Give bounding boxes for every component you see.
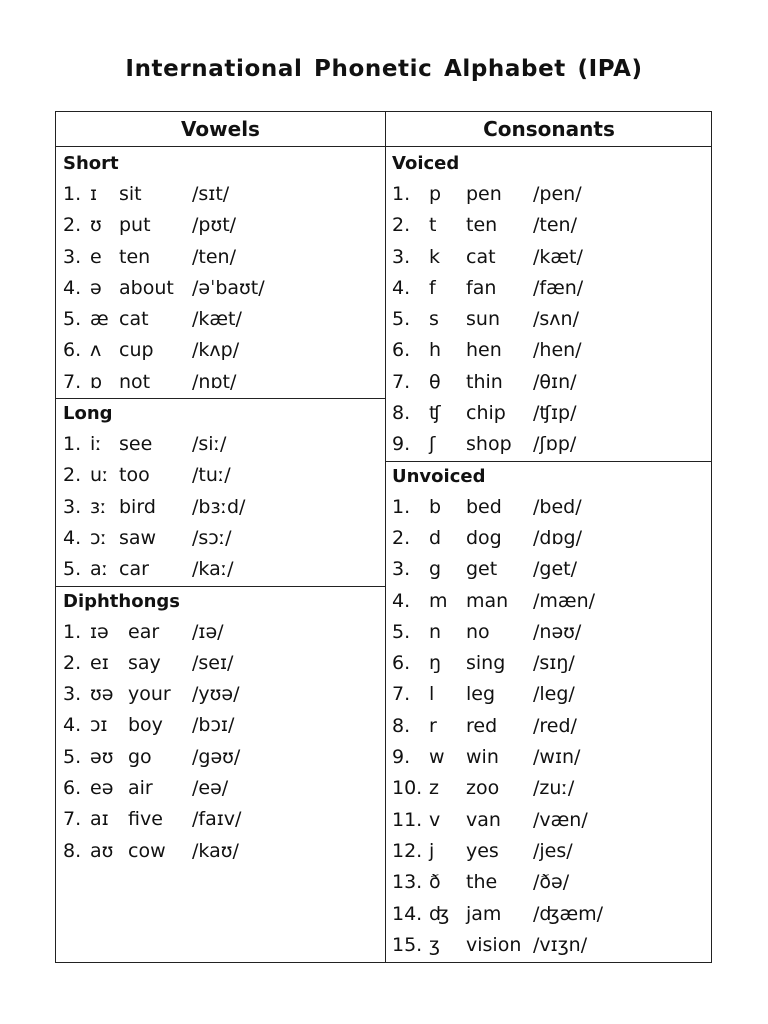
ipa-row [63, 210, 378, 241]
example-word: not [119, 370, 151, 393]
item-number: 6. [392, 339, 411, 362]
example-word: shop [466, 433, 512, 456]
example-word: the [466, 871, 498, 894]
ipa-symbol: ə [90, 276, 102, 299]
ipa-transcription: /sʌn/ [533, 308, 579, 331]
example-word: chip [466, 402, 506, 425]
ipa-symbol: ŋ [429, 652, 442, 675]
ipa-transcription: /pʊt/ [192, 214, 237, 237]
ipa-symbol: ʌ [90, 339, 102, 362]
section-short-vowels [63, 148, 378, 398]
ipa-row [63, 429, 378, 460]
ipa-transcription: /kaː/ [192, 558, 234, 581]
ipa-transcription: /ðə/ [533, 871, 570, 894]
ipa-transcription: /hen/ [533, 339, 582, 362]
section-heading: Diphthongs [63, 590, 181, 612]
section-heading: Short [63, 153, 119, 174]
item-number: 3. [63, 245, 82, 268]
ipa-transcription: /fæn/ [533, 276, 584, 299]
example-word: sing [466, 652, 506, 675]
example-word: fan [466, 276, 497, 299]
ipa-row [392, 523, 707, 554]
ipa-transcription: /siː/ [192, 433, 227, 456]
ipa-symbol: ɪə [90, 620, 109, 643]
consonants-column [392, 148, 707, 961]
ipa-symbol: ʒ [429, 933, 440, 956]
ipa-row [392, 242, 707, 273]
example-word: sun [466, 308, 500, 331]
ipa-symbol: t [429, 214, 437, 237]
item-number: 11. [392, 808, 423, 831]
ipa-symbol: v [429, 808, 441, 831]
item-number: 2. [392, 526, 411, 549]
ipa-row [63, 710, 378, 741]
example-word: leg [466, 683, 496, 706]
example-word: cow [128, 839, 166, 862]
item-number: 5. [63, 558, 82, 581]
example-word: vision [466, 933, 522, 956]
ipa-transcription: /pen/ [533, 183, 582, 205]
ipa-transcription: /dɒg/ [533, 526, 582, 549]
ipa-row [63, 836, 378, 867]
ipa-symbol: w [429, 746, 445, 769]
example-word: ten [119, 245, 151, 268]
ipa-transcription: /væn/ [533, 808, 588, 831]
ipa-row [63, 304, 378, 335]
example-word: bird [119, 495, 156, 518]
ipa-symbol: j [429, 839, 435, 862]
ipa-symbol: aɪ [90, 808, 109, 831]
ipa-transcription: /jes/ [533, 839, 573, 862]
ipa-symbol: n [429, 620, 442, 643]
ipa-row [63, 554, 378, 585]
item-number: 3. [392, 245, 411, 268]
item-number: 1. [63, 620, 82, 643]
ipa-transcription: /leg/ [533, 683, 575, 706]
example-word: get [466, 558, 498, 581]
page-title: International Phonetic Alphabet (IPA) [125, 56, 643, 82]
ipa-row [392, 367, 707, 398]
ipa-transcription: /gəʊ/ [192, 745, 241, 768]
ipa-symbol: aʊ [90, 839, 114, 862]
ipa-row [392, 273, 707, 304]
ipa-row [392, 711, 707, 742]
ipa-row [63, 179, 378, 210]
column-divider [385, 112, 386, 962]
ipa-transcription: /kʌp/ [192, 339, 240, 362]
example-word: see [119, 433, 153, 456]
ipa-transcription: /kaʊ/ [192, 839, 239, 862]
ipa-transcription: /sɪt/ [192, 183, 230, 205]
item-number: 2. [392, 214, 411, 237]
ipa-symbol: ɔː [90, 526, 107, 549]
ipa-transcription: /kæt/ [533, 245, 583, 268]
example-word: say [128, 651, 161, 674]
ipa-row [63, 804, 378, 835]
example-word: jam [466, 902, 502, 925]
ipa-transcription: /zuː/ [533, 777, 575, 800]
item-number: 6. [63, 339, 82, 362]
example-word: saw [119, 526, 157, 549]
example-word: yes [466, 839, 499, 862]
ipa-row [63, 773, 378, 804]
ipa-row [392, 773, 707, 804]
item-number: 1. [392, 495, 411, 518]
section-heading: Unvoiced [392, 465, 486, 487]
example-word: cup [119, 339, 154, 362]
ipa-transcription: /red/ [533, 714, 577, 737]
item-number: 9. [392, 433, 411, 456]
ipa-row [63, 367, 378, 398]
ipa-symbol: eɪ [90, 651, 109, 674]
item-number: 7. [63, 808, 82, 831]
ipa-symbol: d [429, 526, 442, 549]
ipa-row [392, 805, 707, 836]
ipa-transcription: /ten/ [192, 245, 236, 268]
ipa-transcription: /kæt/ [192, 308, 242, 331]
ipa-row [392, 930, 707, 961]
item-number: 5. [63, 745, 82, 768]
ipa-symbol: k [429, 245, 441, 268]
ipa-transcription: /ɪə/ [192, 620, 224, 643]
ipa-row [392, 398, 707, 429]
section-unvoiced-consonants [392, 461, 707, 961]
ipa-row [392, 742, 707, 773]
section-voiced-consonants [392, 148, 707, 461]
ipa-symbol: æ [90, 308, 109, 331]
item-number: 3. [63, 683, 82, 706]
ipa-symbol: iː [90, 433, 102, 456]
ipa-symbol: s [429, 308, 439, 331]
ipa-row [392, 429, 707, 460]
ipa-symbol: ɜː [90, 495, 107, 518]
ipa-transcription: /ʃɒp/ [533, 433, 577, 456]
example-word: your [128, 683, 171, 706]
ipa-symbol: r [429, 714, 437, 737]
item-number: 4. [63, 526, 82, 549]
vowels-column-header: Vowels [56, 112, 385, 147]
item-number: 8. [392, 714, 411, 737]
ipa-transcription: /sɪŋ/ [533, 652, 575, 675]
ipa-row [63, 679, 378, 710]
item-number: 10. [392, 777, 423, 800]
ipa-transcription: /bed/ [533, 495, 582, 518]
item-number: 3. [63, 495, 82, 518]
item-number: 5. [63, 308, 82, 331]
ipa-row [392, 679, 707, 710]
ipa-transcription: /wɪn/ [533, 746, 581, 769]
ipa-symbol: l [429, 683, 435, 706]
item-number: 1. [392, 183, 411, 205]
ipa-symbol: ð [429, 871, 441, 894]
section-heading: Long [63, 403, 113, 425]
item-number: 8. [63, 839, 82, 862]
item-number: 7. [392, 683, 411, 706]
vowels-column [63, 148, 378, 867]
ipa-row [63, 742, 378, 773]
item-number: 1. [63, 183, 82, 205]
example-word: car [119, 558, 149, 581]
example-word: five [128, 808, 163, 831]
example-word: ear [128, 620, 160, 643]
ipa-transcription: /vɪʒn/ [533, 933, 588, 956]
item-number: 8. [392, 402, 411, 425]
ipa-transcription: /əˈbaʊt/ [192, 276, 265, 299]
item-number: 4. [63, 714, 82, 737]
item-number: 6. [63, 777, 82, 800]
ipa-row [392, 492, 707, 523]
ipa-row [392, 179, 707, 210]
ipa-transcription: /ʧɪp/ [533, 402, 577, 425]
ipa-symbol: θ [429, 370, 441, 393]
example-word: bed [466, 495, 502, 518]
item-number: 9. [392, 746, 411, 769]
ipa-row [392, 335, 707, 366]
example-word: red [466, 714, 498, 737]
ipa-row [63, 242, 378, 273]
ipa-transcription: /seɪ/ [192, 651, 234, 674]
example-word: ten [466, 214, 498, 237]
ipa-transcription: /tuː/ [192, 464, 231, 487]
item-number: 7. [392, 370, 411, 393]
example-word: no [466, 620, 490, 643]
ipa-symbol: h [429, 339, 442, 362]
ipa-transcription: /yʊə/ [192, 683, 240, 706]
ipa-symbol: ʤ [429, 902, 450, 925]
ipa-row [392, 304, 707, 335]
item-number: 6. [392, 652, 411, 675]
item-number: 7. [63, 370, 82, 393]
ipa-transcription: /get/ [533, 558, 578, 581]
ipa-symbol: ʊə [90, 683, 114, 706]
ipa-row [392, 648, 707, 679]
ipa-symbol: eə [90, 777, 114, 800]
ipa-symbol: əʊ [90, 745, 114, 768]
item-number: 2. [63, 464, 82, 487]
item-number: 5. [392, 308, 411, 331]
ipa-transcription: /bɔɪ/ [192, 714, 235, 737]
ipa-transcription: /nəʊ/ [533, 620, 582, 643]
ipa-symbol: aː [90, 558, 109, 581]
example-word: thin [466, 370, 503, 393]
ipa-symbol: ɪ [90, 183, 98, 205]
ipa-transcription: /nɒt/ [192, 370, 237, 393]
ipa-row [63, 648, 378, 679]
ipa-row [63, 335, 378, 366]
ipa-row [392, 836, 707, 867]
ipa-row [392, 586, 707, 617]
ipa-row [63, 492, 378, 523]
ipa-transcription: /sɔː/ [192, 526, 232, 549]
ipa-symbol: ɒ [90, 370, 103, 393]
ipa-transcription: /eə/ [192, 777, 229, 800]
section-diphthongs [63, 586, 378, 867]
example-word: put [119, 214, 151, 237]
example-word: boy [128, 714, 163, 737]
example-word: too [119, 464, 150, 487]
item-number: 4. [63, 276, 82, 299]
ipa-row [392, 554, 707, 585]
example-word: win [466, 746, 499, 769]
ipa-symbol: p [429, 183, 442, 205]
example-word: hen [466, 339, 502, 362]
ipa-symbol: ʧ [429, 402, 441, 425]
ipa-symbol: m [429, 589, 448, 612]
item-number: 15. [392, 933, 423, 956]
item-number: 4. [392, 276, 411, 299]
ipa-transcription: /ʤæm/ [533, 902, 604, 925]
example-word: sit [119, 183, 142, 205]
ipa-row [392, 210, 707, 241]
ipa-symbol: g [429, 558, 442, 581]
ipa-transcription: /faɪv/ [192, 808, 242, 831]
example-word: air [128, 777, 153, 800]
ipa-row [392, 617, 707, 648]
ipa-transcription: /ten/ [533, 214, 577, 237]
ipa-transcription: /mæn/ [533, 589, 596, 612]
ipa-symbol: e [90, 245, 102, 268]
ipa-symbol: ʊ [90, 214, 102, 237]
ipa-row [392, 899, 707, 930]
ipa-row [63, 273, 378, 304]
example-word: go [128, 745, 152, 768]
example-word: dog [466, 526, 502, 549]
example-word: about [119, 276, 174, 299]
ipa-symbol: ɔɪ [90, 714, 108, 737]
item-number: 2. [63, 214, 82, 237]
ipa-symbol: b [429, 495, 442, 518]
ipa-transcription: /θɪn/ [533, 370, 577, 393]
ipa-row [63, 523, 378, 554]
example-word: man [466, 589, 509, 612]
item-number: 13. [392, 871, 423, 894]
ipa-row [63, 460, 378, 491]
example-word: pen [466, 183, 502, 205]
ipa-symbol: ʃ [429, 433, 436, 456]
item-number: 2. [63, 651, 82, 674]
consonants-column-header: Consonants [386, 112, 712, 147]
ipa-symbol: uː [90, 464, 109, 487]
ipa-symbol: f [429, 276, 436, 299]
ipa-row [392, 867, 707, 898]
item-number: 3. [392, 558, 411, 581]
item-number: 5. [392, 620, 411, 643]
example-word: cat [466, 245, 496, 268]
item-number: 4. [392, 589, 411, 612]
example-word: van [466, 808, 501, 831]
item-number: 1. [63, 433, 82, 456]
example-word: cat [119, 308, 149, 331]
example-word: zoo [466, 777, 500, 800]
item-number: 14. [392, 902, 423, 925]
ipa-table [55, 111, 712, 963]
section-long-vowels [63, 398, 378, 585]
ipa-transcription: /bɜːd/ [192, 495, 246, 518]
ipa-row [63, 617, 378, 648]
item-number: 12. [392, 839, 423, 862]
ipa-symbol: z [429, 777, 439, 800]
section-heading: Voiced [392, 153, 460, 174]
